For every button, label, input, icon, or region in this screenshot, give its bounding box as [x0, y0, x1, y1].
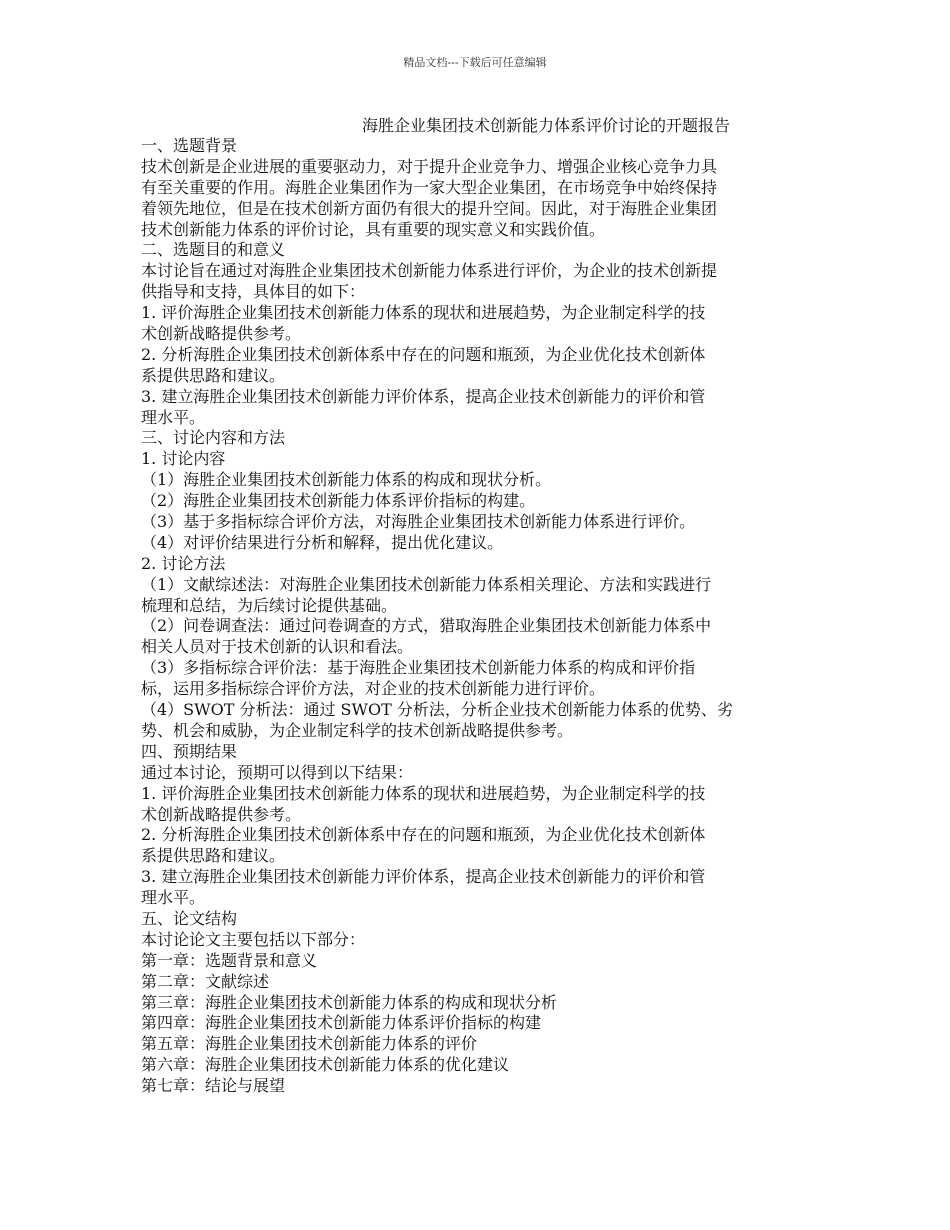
- text-line: （1）海胜企业集团技术创新能力体系的构成和现状分析。: [141, 470, 552, 490]
- text-line: 第六章：海胜企业集团技术创新能力体系的优化建议: [141, 1055, 510, 1075]
- text-line: 第一章：选题背景和意义: [141, 950, 318, 970]
- text-line: （3）多指标综合评价法：基于海胜企业集团技术创新能力体系的构成和评价指: [141, 658, 696, 678]
- text-line: 技术创新是企业进展的重要驱动力，对于提升企业竞争力、增强企业核心竞争力具: [141, 156, 718, 176]
- text-line: 势、机会和威胁，为企业制定科学的技术创新战略提供参考。: [141, 720, 574, 740]
- document-body: [141, 136, 813, 1097]
- text-line: 五、论文结构: [141, 908, 238, 928]
- text-line: 3. 建立海胜企业集团技术创新能力评价体系，提高企业技术创新能力的评价和管: [141, 867, 706, 887]
- text-line: 第三章：海胜企业集团技术创新能力体系的构成和现状分析: [141, 992, 558, 1012]
- text-line: 第四章：海胜企业集团技术创新能力体系评价指标的构建: [141, 1013, 542, 1033]
- text-line: 3. 建立海胜企业集团技术创新能力评价体系，提高企业技术创新能力的评价和管: [141, 386, 706, 406]
- text-line: 三、讨论内容和方法: [141, 428, 286, 448]
- text-line: 1. 评价海胜企业集团技术创新能力体系的现状和进展趋势，为企业制定科学的技: [141, 303, 706, 323]
- header-note: 精品文档---下载后可任意编辑: [403, 56, 547, 69]
- text-line: （3）基于多指标综合评价方法，对海胜企业集团技术创新能力体系进行评价。: [141, 512, 696, 532]
- document-title: 海胜企业集团技术创新能力体系评价讨论的开题报告: [362, 116, 731, 135]
- text-line: 术创新战略提供参考。: [141, 324, 302, 344]
- text-line: 相关人员对于技术创新的认识和看法。: [141, 637, 414, 657]
- text-line: 一、选题背景: [141, 136, 238, 155]
- text-line: 2. 分析海胜企业集团技术创新体系中存在的问题和瓶颈，为企业优化技术创新体: [141, 825, 706, 845]
- text-line: 技术创新能力体系的评价讨论，具有重要的现实意义和实践价值。: [141, 219, 606, 239]
- text-line: （4）对评价结果进行分析和解释，提出优化建议。: [141, 532, 504, 552]
- text-line: 二、选题目的和意义: [141, 240, 286, 260]
- text-line: 系提供思路和建议。: [141, 846, 286, 866]
- text-line: 术创新战略提供参考。: [141, 804, 302, 824]
- text-line: 理水平。: [141, 407, 206, 427]
- text-line: （1）文献综述法：对海胜企业集团技术创新能力体系相关理论、方法和实践进行: [141, 574, 712, 594]
- text-line: 本讨论论文主要包括以下部分：: [141, 929, 366, 949]
- text-line: 第五章：海胜企业集团技术创新能力体系的评价: [141, 1034, 478, 1054]
- text-line: 梳理和总结，为后续讨论提供基础。: [141, 595, 398, 615]
- text-line: （2）海胜企业集团技术创新能力体系评价指标的构建。: [141, 491, 536, 511]
- text-line: 四、预期结果: [141, 741, 238, 761]
- text-line: 供指导和支持，具体目的如下：: [141, 282, 366, 302]
- text-line: 有至关重要的作用。海胜企业集团作为一家大型企业集团，在市场竞争中始终保持: [141, 177, 718, 197]
- text-line: 2. 讨论方法: [141, 553, 226, 573]
- text-line: 着领先地位，但是在技术创新方面仍有很大的提升空间。因此，对于海胜企业集团: [141, 198, 718, 218]
- text-line: 2. 分析海胜企业集团技术创新体系中存在的问题和瓶颈，为企业优化技术创新体: [141, 344, 706, 364]
- text-line: （4）SWOT 分析法：通过 SWOT 分析法，分析企业技术创新能力体系的优势、劣: [141, 700, 733, 720]
- text-line: 理水平。: [141, 888, 206, 908]
- text-line: 第二章：文献综述: [141, 971, 270, 991]
- text-line: 本讨论旨在通过对海胜企业集团技术创新能力体系进行评价，为企业的技术创新提: [141, 261, 718, 281]
- text-line: 标，运用多指标综合评价方法，对企业的技术创新能力进行评价。: [141, 679, 606, 699]
- text-line: 系提供思路和建议。: [141, 365, 286, 385]
- text-line: 1. 讨论内容: [141, 449, 226, 469]
- text-line: 第七章：结论与展望: [141, 1076, 286, 1096]
- text-line: （2）问卷调查法：通过问卷调查的方式，猎取海胜企业集团技术创新能力体系中: [141, 616, 712, 636]
- text-line: 通过本讨论，预期可以得到以下结果：: [141, 762, 414, 782]
- text-line: 1. 评价海胜企业集团技术创新能力体系的现状和进展趋势，为企业制定科学的技: [141, 783, 706, 803]
